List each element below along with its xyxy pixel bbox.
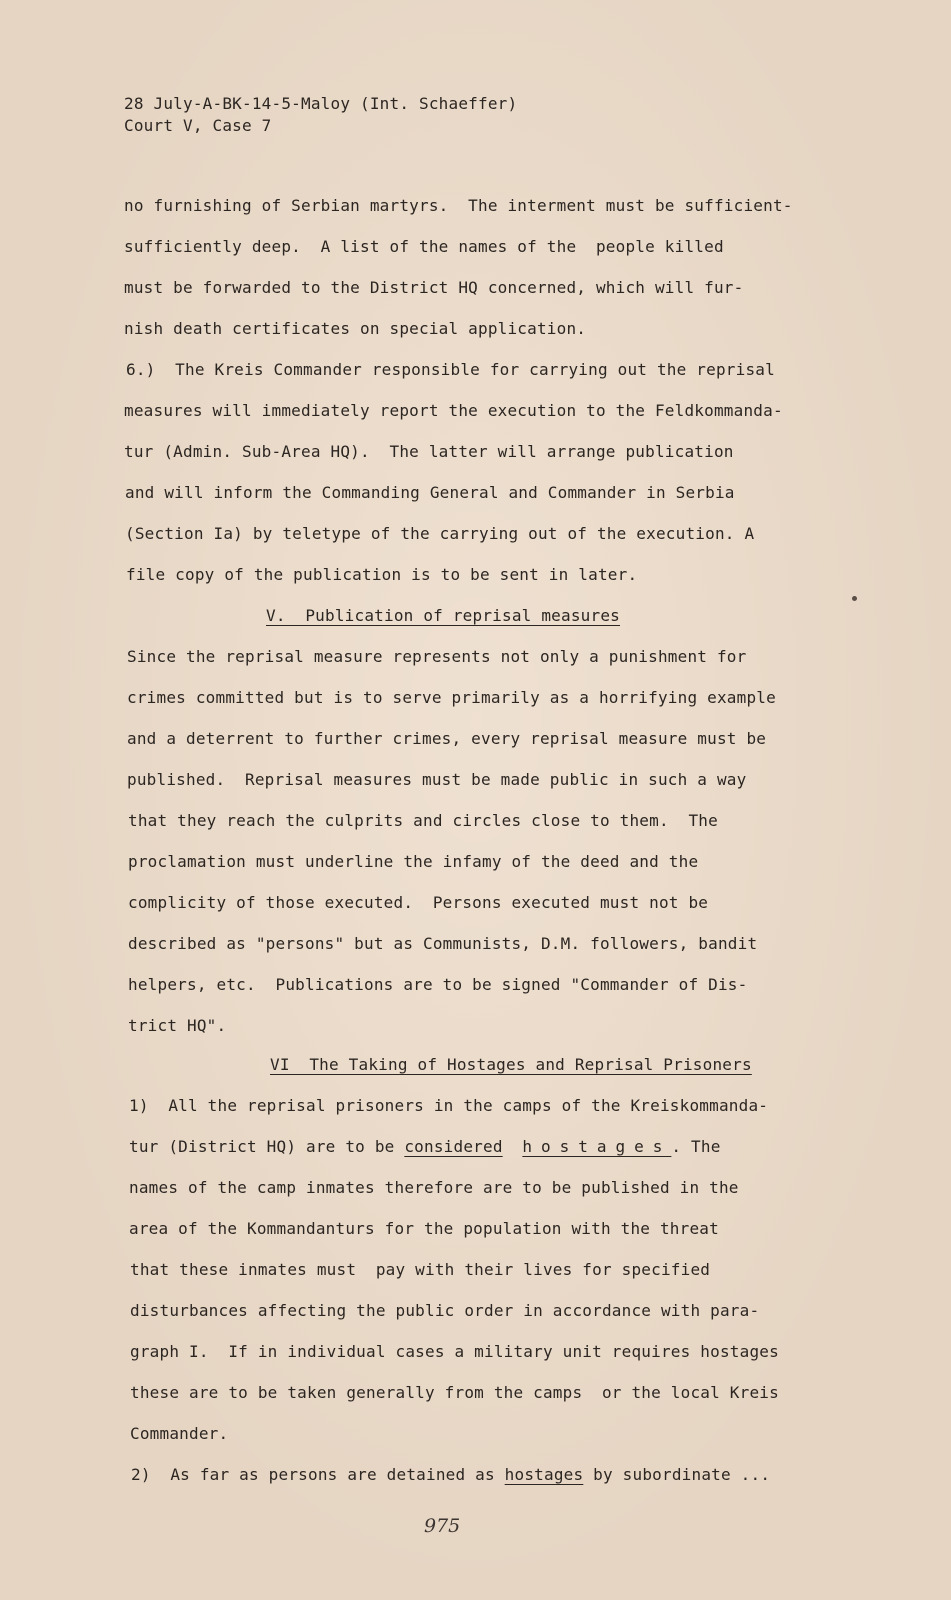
text-span: . The	[671, 1137, 721, 1156]
body-line: sufficiently deep. A list of the names of the people killed	[124, 237, 724, 256]
text-span: by subordinate ...	[583, 1465, 771, 1484]
body-line: area of the Kommandanturs for the population with the threat	[129, 1219, 719, 1238]
section-heading: V. Publication of reprisal measures	[266, 606, 620, 625]
page-number: 975	[424, 1515, 461, 1537]
body-line: names of the camp inmates therefore are to be published in the	[129, 1178, 739, 1197]
body-line: 6.) The Kreis Commander responsible for carrying out the reprisal	[126, 360, 775, 379]
text-span	[503, 1137, 523, 1156]
body-line: described as "persons" but as Communists, D.M. followers, bandit	[128, 934, 758, 953]
underlined-word: considered	[404, 1137, 503, 1156]
body-line	[131, 1465, 770, 1485]
body-line: graph I. If in individual cases a military unit requires hostages	[130, 1342, 779, 1361]
text-span: tur (District HQ) are to be	[129, 1137, 405, 1156]
header-court-case: Court V, Case 7	[124, 116, 272, 135]
body-line: measures will immediately report the execution to the Feldkommanda-	[124, 401, 783, 420]
body-line: helpers, etc. Publications are to be signed "Commander of Dis-	[128, 975, 748, 994]
underlined-word: hostages	[504, 1465, 584, 1484]
body-line: published. Reprisal measures must be made public in such a way	[127, 770, 747, 789]
header-reference: 28 July-A-BK-14-5-Maloy (Int. Schaeffer)	[124, 94, 518, 113]
body-line: proclamation must underline the infamy of the deed and the	[128, 852, 699, 871]
body-line: tur (Admin. Sub-Area HQ). The latter will arrange publication	[124, 442, 734, 461]
body-line: 1) All the reprisal prisoners in the camps of the Kreiskommanda-	[129, 1096, 769, 1115]
body-line: (Section Ia) by teletype of the carrying out of the execution. A	[125, 524, 755, 543]
body-line: that they reach the culprits and circles close to them. The	[128, 811, 718, 830]
body-line: and will inform the Commanding General and Commander in Serbia	[125, 483, 735, 502]
body-line: disturbances affecting the public order in accordance with para-	[130, 1301, 760, 1320]
text-span: 2) As far as persons are detained as	[131, 1465, 505, 1484]
spaced-underlined-word: hostages	[522, 1137, 672, 1156]
body-line: must be forwarded to the District HQ concerned, which will fur-	[124, 278, 744, 297]
body-line: nish death certificates on special application.	[124, 319, 587, 338]
body-line: these are to be taken generally from the camps or the local Kreis	[130, 1383, 779, 1402]
body-line: Since the reprisal measure represents not only a punishment for	[127, 647, 747, 666]
body-line: Commander.	[130, 1424, 229, 1443]
body-line: that these inmates must pay with their lives for specified	[130, 1260, 711, 1279]
body-line: complicity of those executed. Persons executed must not be	[128, 893, 709, 912]
body-line: trict HQ".	[128, 1016, 227, 1035]
body-line: no furnishing of Serbian martyrs. The interment must be sufficient-	[124, 196, 793, 215]
paper-speck	[852, 596, 857, 601]
body-line: crimes committed but is to serve primarily as a horrifying example	[127, 688, 776, 707]
body-line: file copy of the publication is to be sent in later.	[126, 565, 638, 584]
section-heading: VI The Taking of Hostages and Reprisal Prisoners	[270, 1055, 752, 1074]
body-line: and a deterrent to further crimes, every reprisal measure must be	[127, 729, 767, 748]
body-line	[129, 1137, 721, 1157]
